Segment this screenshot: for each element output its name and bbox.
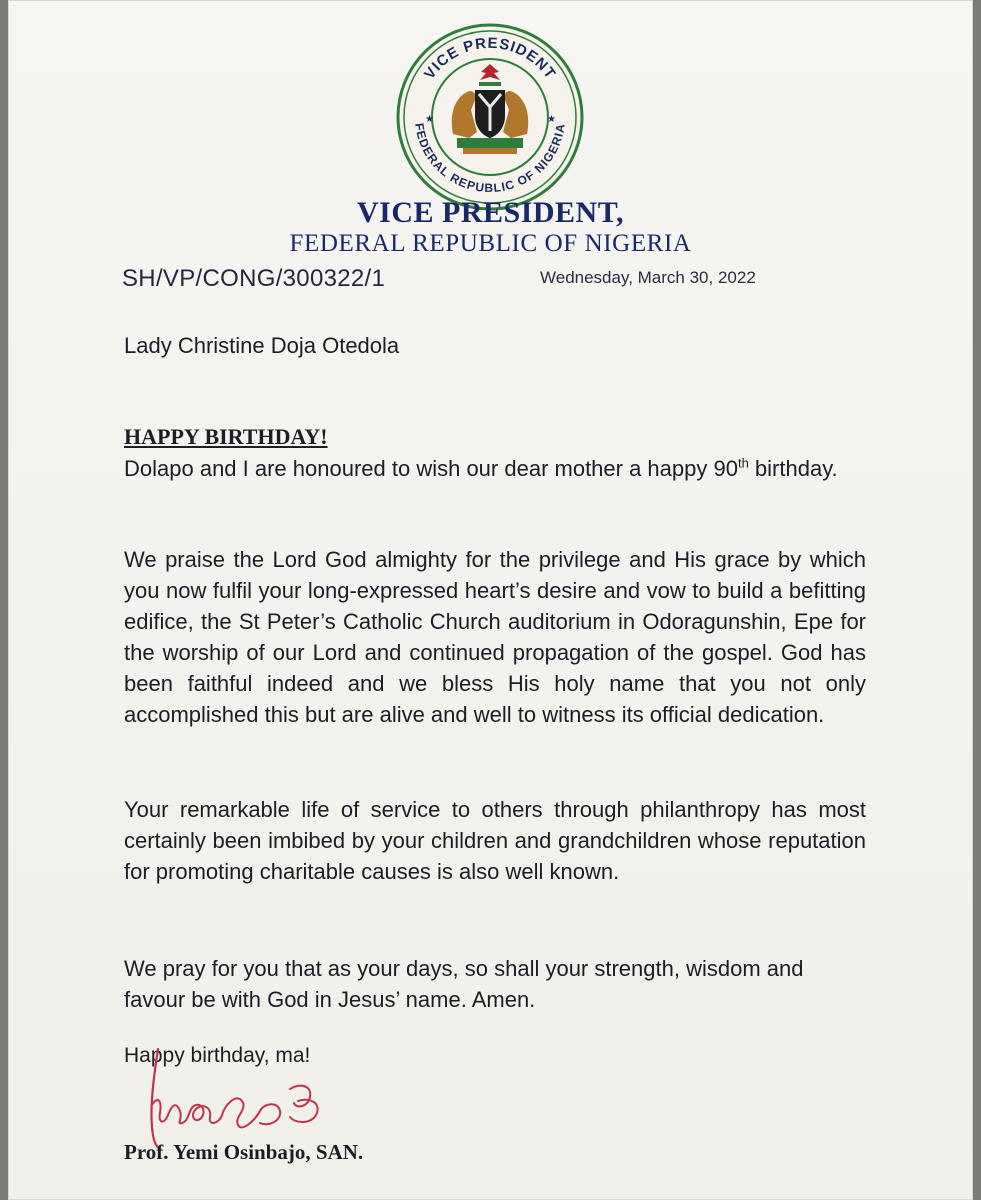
paragraph-praise: We praise the Lord God almighty for the privilege and His grace by which you now fulfil your long-expressed heart’s desire and vow to build a befitting edifice, the St Peter’s Catholic Church auditorium in Odoragunshin, Epe for the worship of our Lord and continued propagation of the gospel. God has been faithful indeed and we bless His holy name that you not only accomplished this but are alive and well to witness its official dedication.: [124, 547, 866, 727]
reference-number: SH/VP/CONG/300322/1: [122, 265, 386, 292]
svg-text:VICE PRESIDENT: VICE PRESIDENT: [420, 34, 560, 83]
signatory-name: Prof. Yemi Osinbajo, SAN.: [124, 1140, 364, 1164]
svg-text:★: ★: [425, 114, 434, 125]
svg-text:★: ★: [547, 114, 556, 125]
recipient-name: Lady Christine Doja Otedola: [124, 333, 400, 358]
office-title: VICE PRESIDENT,: [357, 196, 624, 229]
paragraph-greeting-text: Dolapo and I are honoured to wish our dear mother a happy 90: [124, 456, 738, 481]
paragraph-prayer: We pray for you that as your days, so shall your strength, wisdom and favour be with God in Jesus’ name. Amen.: [124, 956, 804, 1012]
letter-date: Wednesday, March 30, 2022: [540, 268, 756, 287]
office-subtitle-text: FEDERAL REPUBLIC OF NIGERIA: [289, 230, 692, 257]
svg-text:FEDERAL REPUBLIC OF NIGERIA: FEDERAL REPUBLIC OF NIGERIA: [412, 122, 568, 196]
paragraph-greeting: [124, 453, 866, 484]
paragraph-greeting-end: birthday.: [748, 456, 838, 481]
office-subtitle: [0, 230, 981, 258]
letter-heading: HAPPY BIRTHDAY!: [124, 424, 328, 449]
closing-line: Happy birthday, ma!: [124, 1044, 311, 1067]
paragraph-service: Your remarkable life of service to others through philanthropy has most certainly been imbibed by your children and grandchildren whose reputation for promoting charitable causes is also well known.: [124, 797, 866, 884]
ordinal-suffix: th: [737, 455, 749, 471]
vice-president-seal-icon: [395, 22, 585, 212]
